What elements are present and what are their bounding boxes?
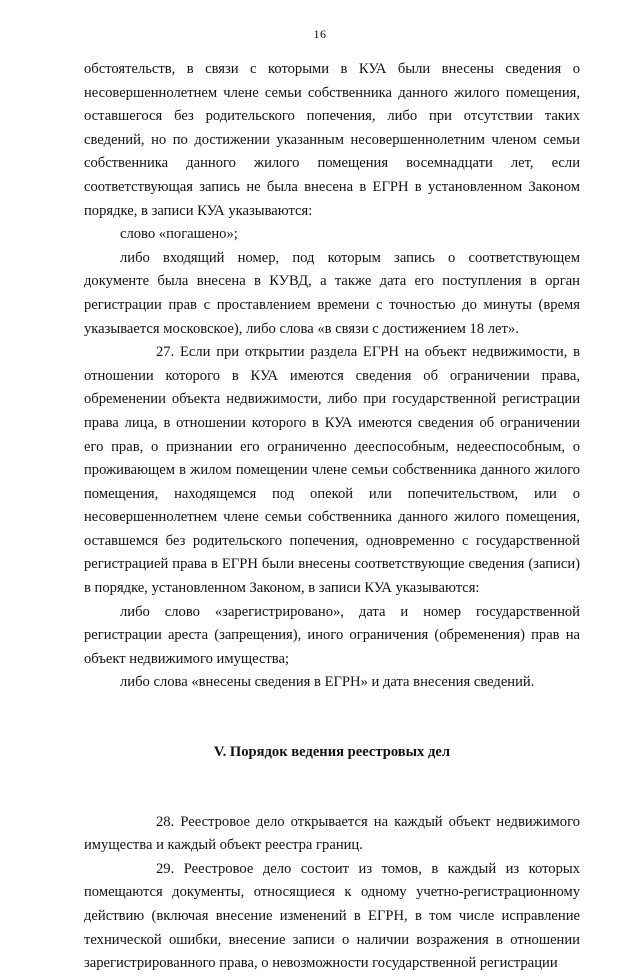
paragraph-28: [84, 811, 580, 858]
paragraph-continuation: обстоятельств, в связи с которыми в КУА были внесены сведения о несовершеннолетнем члене семьи собственника данного жилого помещения, оставшегося без родительского попечения, либо при отсутствии таких сведений, но по достижении указанным несовершеннолетним членом семьи собственника данного жилого помещения восемнадцати лет, если соответствующая запись не была внесена в ЕГРН в установленном Законом порядке, в записи КУА указываются:: [84, 61, 580, 219]
paragraph-number: 29.: [156, 860, 175, 877]
paragraph-text: Если при открытии раздела ЕГРН на объект недвижимости, в отношении которого в КУА имеются сведения об ограничении права, обременении объекта недвижимости, либо при государственной регистрации права лица, в отношении которого в КУА имеются сведения об ограничении его прав, о признании его ограниченно дееспособным, недееспособным, о проживающем в жилом помещении члене семьи собственника данного жилого помещения, находящемся под опекой или попечительством, или о несовершеннолетнем члене семьи собственника данного жилого помещения, оставшемся без родительского попечения, одновременно с государственной регистрацией права в ЕГРН были внесены соответствующие сведения (записи) в порядке, установленном Законом, в записи КУА указываются:: [84, 344, 580, 597]
document-body: [84, 58, 580, 976]
paragraph-27: [84, 341, 580, 601]
paragraph-word-cancelled: слово «погашено»;: [120, 226, 238, 243]
page-number: 16: [313, 27, 327, 41]
paragraph-text: Реестровое дело открывается на каждый объект недвижимого имущества и каждый объект реестра границ.: [84, 813, 580, 854]
paragraph-egrn-entered: либо слова «внесены сведения в ЕГРН» и дата внесения сведений.: [120, 674, 535, 691]
paragraph-29: [84, 858, 580, 976]
paragraph-text: Реестровое дело состоит из томов, в каждый из которых помещаются документы, относящиеся к одному учетно-регистрационному действию (включая внесение изменений в ЕГРН, в том числе исправление технической ошибки, внесение записи о наличии возражения в отношении зарегистрированного права, о невозможности государственной регистрации: [84, 860, 581, 972]
section-heading: V. Порядок ведения реестровых дел: [213, 744, 451, 761]
paragraph-number: 27.: [156, 344, 175, 361]
paragraph-registered: либо слово «зарегистрировано», дата и номер государственной регистрации ареста (запрещения), иного ограничения (обременения) прав на объект недвижимого имущества;: [84, 603, 580, 667]
paragraph-incoming-number: либо входящий номер, под которым запись о соответствующем документе была внесена в КУВД, а также дата его поступления в орган регистрации прав с проставлением времени с точностью до минуты (время указывается московское), либо слова «в связи с достижением 18 лет».: [84, 249, 580, 337]
paragraph-number: 28.: [156, 813, 175, 830]
